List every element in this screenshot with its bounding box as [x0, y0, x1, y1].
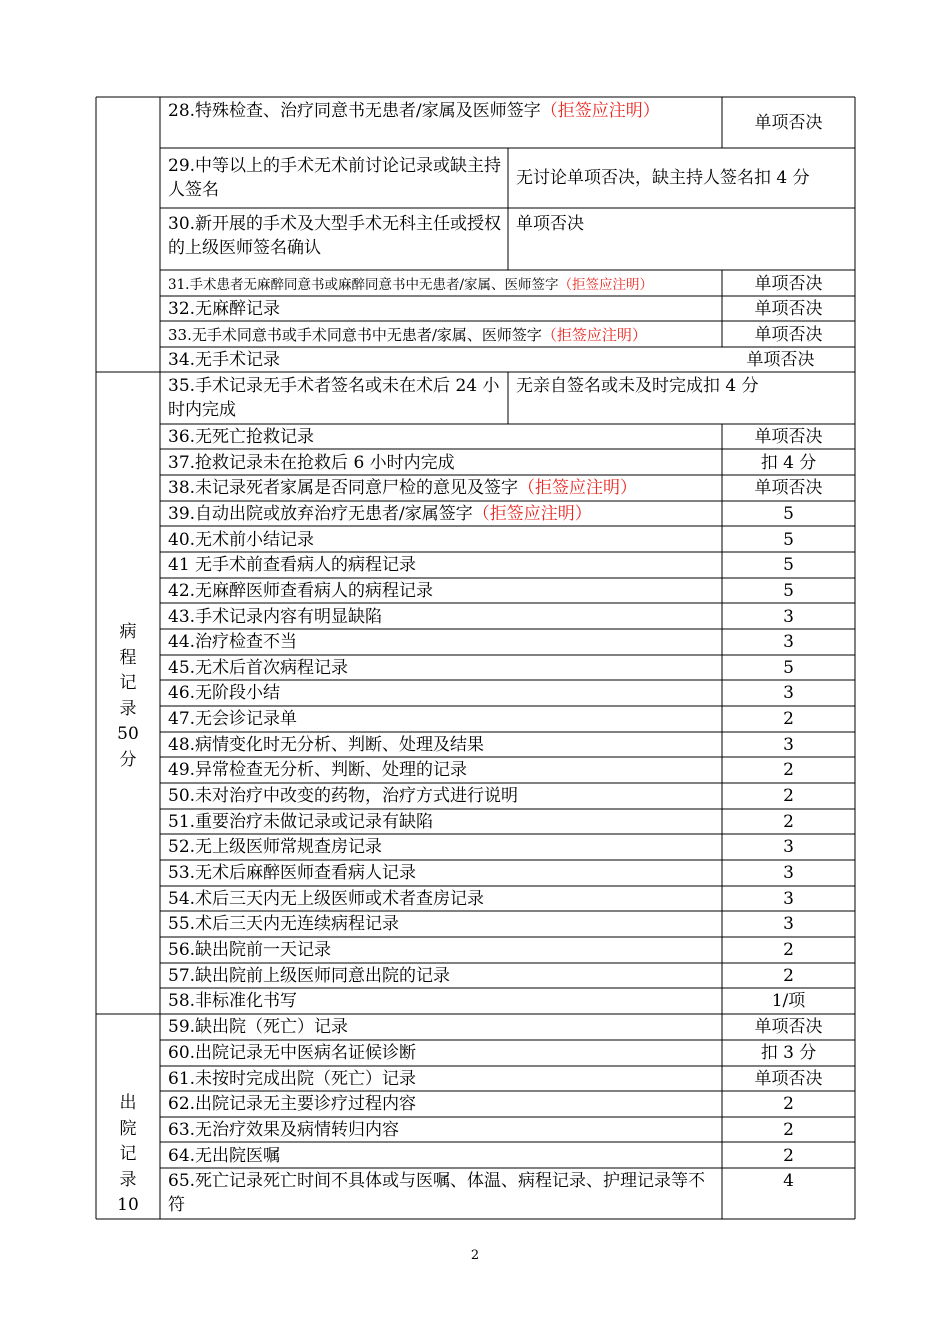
item-31-text: 31.手术患者无麻醉同意书或麻醉同意书中无患者/家属、医师签字（拒签应注明） [168, 277, 654, 293]
item-33-text: 33.无手术同意书或手术同意书中无患者/家属、医师签字（拒签应注明） [168, 326, 647, 344]
item-28-score: 单项否决 [754, 113, 823, 133]
item-65-score: 4 [783, 1171, 794, 1191]
item-56-score: 2 [783, 940, 794, 960]
item-34-score: 单项否决 [746, 350, 815, 370]
item-54-text: 54.术后三天内无上级医师或术者查房记录 [168, 889, 485, 909]
item-37-text: 37.抢救记录未在抢救后 6 小时内完成 [168, 453, 455, 473]
item-61-score: 单项否决 [754, 1069, 823, 1089]
category-discharge-record: 出 院 记 录 10 [117, 1093, 139, 1215]
item-41-text: 41 无手术前查看病人的病程记录 [168, 555, 417, 575]
item-51-score: 2 [783, 812, 794, 832]
item-46-score: 3 [783, 683, 794, 703]
item-63-score: 2 [783, 1120, 794, 1140]
item-31-score: 单项否决 [754, 274, 823, 294]
item-51-text: 51.重要治疗未做记录或记录有缺陷 [168, 812, 434, 832]
item-50-score: 2 [783, 786, 794, 806]
item-32-text: 32.无麻醉记录 [168, 299, 281, 319]
item-60-text: 60.出院记录无中医病名证候诊断 [168, 1043, 417, 1063]
item-37-score: 扣 4 分 [760, 453, 817, 473]
item-62-score: 2 [783, 1094, 794, 1114]
item-58-text: 58.非标准化书写 [168, 991, 298, 1011]
item-30-score: 单项否决 [516, 214, 584, 234]
item-38-text: 38.未记录死者家属是否同意尸检的意见及签字（拒签应注明） [168, 478, 638, 498]
item-57-score: 2 [783, 966, 794, 986]
item-35-text: 35.手术记录无手术者签名或未在术后 24 小时内完成 [168, 376, 500, 420]
item-40-score: 5 [783, 530, 794, 550]
item-59-score: 单项否决 [754, 1017, 823, 1037]
item-29-text: 29.中等以上的手术无术前讨论记录或缺主持人签名 [168, 156, 502, 200]
item-62-text: 62.出院记录无主要诊疗过程内容 [168, 1094, 417, 1114]
item-52-text: 52.无上级医师常规查房记录 [168, 837, 383, 857]
item-35-score: 无亲自签名或未及时完成扣 4 分 [516, 376, 759, 396]
item-56-text: 56.缺出院前一天记录 [168, 940, 332, 960]
item-52-score: 3 [783, 837, 794, 857]
item-55-score: 3 [783, 914, 794, 934]
item-43-text: 43.手术记录内容有明显缺陷 [168, 607, 383, 627]
item-65-text: 65.死亡记录死亡时间不具体或与医嘱、体温、病程记录、护理记录等不符 [168, 1171, 706, 1215]
item-46-text: 46.无阶段小结 [168, 683, 281, 703]
item-39-score: 5 [783, 504, 794, 524]
item-44-text: 44.治疗检查不当 [168, 632, 298, 652]
item-47-text: 47.无会诊记录单 [168, 709, 298, 729]
item-41-score: 5 [783, 555, 794, 575]
item-33-note: （拒签应注明） [541, 326, 647, 344]
item-53-text: 53.无术后麻醉医师查看病人记录 [168, 863, 417, 883]
item-61-text: 61.未按时完成出院（死亡）记录 [168, 1069, 417, 1089]
category-course-record: 病 程 记 录 50 分 [117, 622, 139, 770]
item-42-text: 42.无麻醉医师查看病人的病程记录 [168, 581, 434, 601]
item-36-score: 单项否决 [754, 427, 823, 447]
item-36-text: 36.无死亡抢救记录 [168, 427, 315, 447]
item-55-text: 55.术后三天内无连续病程记录 [168, 914, 400, 934]
item-30-text: 30.新开展的手术及大型手术无科主任或授权的上级医师签名确认 [168, 214, 502, 258]
item-39-text: 39.自动出院或放弃治疗无患者/家属签字（拒签应注明） [168, 504, 592, 524]
item-59-text: 59.缺出院（死亡）记录 [168, 1017, 349, 1037]
item-39-note: （拒签应注明） [472, 504, 592, 524]
item-49-score: 2 [783, 760, 794, 780]
item-38-score: 单项否决 [754, 478, 823, 498]
item-32-score: 单项否决 [754, 299, 823, 319]
item-53-score: 3 [783, 863, 794, 883]
item-28-text: 28.特殊检查、治疗同意书无患者/家属及医师签字（拒签应注明） [168, 101, 660, 121]
item-47-score: 2 [783, 709, 794, 729]
item-64-score: 2 [783, 1146, 794, 1166]
item-38-note: （拒签应注明） [518, 478, 638, 498]
page-number: 2 [470, 1248, 480, 1263]
item-60-score: 扣 3 分 [760, 1043, 817, 1063]
item-40-text: 40.无术前小结记录 [168, 530, 315, 550]
item-42-score: 5 [783, 581, 794, 601]
item-57-text: 57.缺出院前上级医师同意出院的记录 [168, 966, 451, 986]
item-49-text: 49.异常检查无分析、判断、处理的记录 [168, 760, 468, 780]
item-45-text: 45.无术后首次病程记录 [168, 658, 349, 678]
item-43-score: 3 [783, 607, 794, 627]
item-31-note: （拒签应注明） [558, 277, 654, 293]
item-28-note: （拒签应注明） [540, 101, 660, 121]
item-44-score: 3 [783, 632, 794, 652]
item-45-score: 5 [783, 658, 794, 678]
item-48-score: 3 [783, 735, 794, 755]
item-54-score: 3 [783, 889, 794, 909]
item-34-text: 34.无手术记录 [168, 350, 281, 370]
item-58-score: 1/项 [771, 991, 806, 1011]
item-33-score: 单项否决 [754, 325, 823, 345]
item-29-score: 无讨论单项否决，缺主持人签名扣 4 分 [516, 168, 810, 188]
item-64-text: 64.无出院医嘱 [168, 1146, 281, 1166]
item-50-text: 50.未对治疗中改变的药物，治疗方式进行说明 [168, 786, 519, 806]
item-48-text: 48.病情变化时无分析、判断、处理及结果 [168, 735, 485, 755]
item-63-text: 63.无治疗效果及病情转归内容 [168, 1120, 400, 1140]
